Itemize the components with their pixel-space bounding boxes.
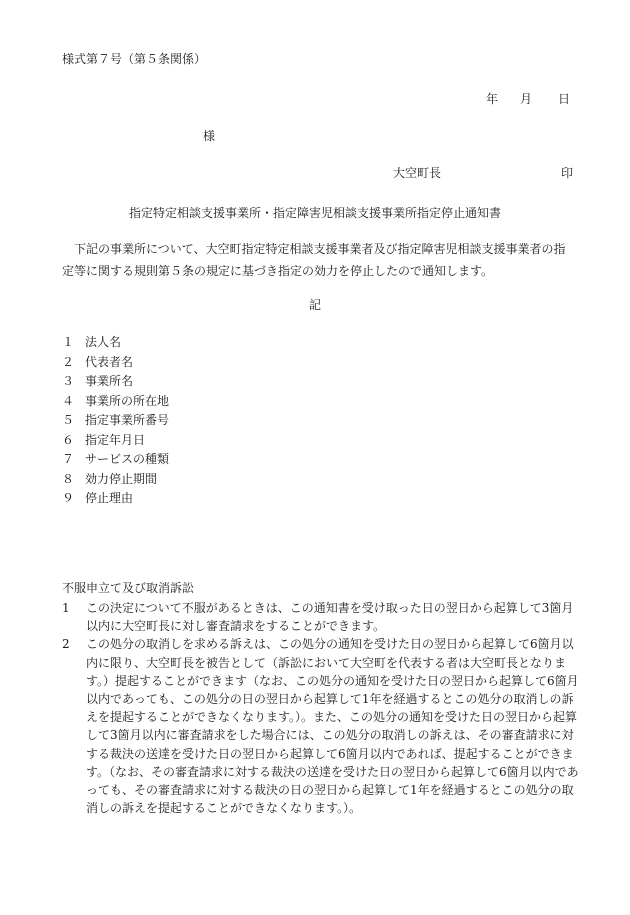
appeal-notes (62, 599, 580, 817)
document-title: 指定特定相談支援事業所・指定障害児相談支援事業所指定停止通知書 (128, 206, 501, 220)
note-text: この処分の取消しを求める訴えは、この処分の通知を受けた日の翌日から起算して6箇月以内に限り、大空町長を被告として（訴訟において大空町を代表する者は大空町長となります。）提起することができます（なお、この処分の通知を受けた日の翌日から起算して6箇月以内であっても、この処分の日の翌日から起算して1年を経過するとこの処分の取消しの訴えを提起することができなくなります。）。また、この処分の通知を受けた日の翌日から起算して3箇月以内に審査請求をした場合には、この処分の取消しの訴えは、その審査請求に対する裁決の送達を受けた日の翌日から起算して6箇月以内であれば、提起することができます。（なお、その審査請求に対する裁決の送達を受けた日の翌日から起算して6箇月以内であっても、その審査請求に対する裁決の日の翌日から起算して1年を経過するとこの処分の取消しの訴えを提起することができなくなります。）。 (86, 637, 579, 816)
item-number: ６ (62, 432, 75, 447)
list-item (62, 411, 169, 431)
note-number: 2 (62, 637, 70, 652)
list-item (62, 372, 169, 392)
appeal-note (62, 599, 580, 635)
item-list (62, 333, 169, 509)
item-label: 指定年月日 (85, 432, 146, 447)
item-number: ４ (62, 393, 75, 408)
item-label: 停止理由 (85, 491, 134, 505)
appeal-note (62, 635, 580, 817)
list-item (62, 333, 169, 353)
list-item (62, 431, 169, 451)
item-label: 効力停止期間 (85, 471, 158, 486)
issuer-line (393, 165, 573, 181)
seal-mark: 印 (560, 166, 573, 180)
item-label: 事業所の所在地 (85, 393, 170, 408)
list-item (62, 489, 169, 509)
list-item (62, 470, 169, 490)
item-number: ３ (62, 374, 75, 388)
list-item (62, 353, 169, 373)
item-label: 指定事業所番号 (85, 413, 170, 427)
ki-heading: 記 (308, 298, 321, 312)
item-label: サービスの種類 (85, 452, 170, 466)
issuer-name: 大空町長 (393, 166, 442, 180)
list-item (62, 392, 169, 412)
item-number: １ (62, 335, 75, 349)
notice-body: 下記の事業所について、大空町指定特定相談支援事業者及び指定障害児相談支援事業者の指定等に関する規則第５条の規定に基づき指定の効力を停止したので通知します。 (62, 242, 566, 278)
item-number: ７ (62, 452, 75, 466)
date-year-label: 年 (486, 92, 499, 106)
list-item (62, 450, 169, 470)
date-day-label: 日 (558, 92, 571, 106)
item-label: 法人名 (85, 335, 122, 349)
item-number: ５ (62, 413, 75, 427)
item-number: ９ (62, 491, 75, 505)
appeal-heading: 不服申立て及び取消訴訟 (62, 581, 195, 595)
item-number: ８ (62, 471, 75, 486)
note-number: 1 (62, 601, 70, 615)
item-label: 代表者名 (85, 354, 134, 369)
item-label: 事業所名 (85, 374, 134, 388)
note-text: この決定について不服があるときは、この通知書を受け取った日の翌日から起算して3箇月以内に大空町長に対し審査請求をすることができます。 (86, 601, 574, 634)
addressee-line: 様 (203, 129, 216, 143)
item-number: ２ (62, 354, 75, 369)
form-number: 様式第７号（第５条関係） (62, 52, 207, 66)
date-month-label: 月 (520, 92, 533, 106)
date-line (486, 91, 570, 107)
